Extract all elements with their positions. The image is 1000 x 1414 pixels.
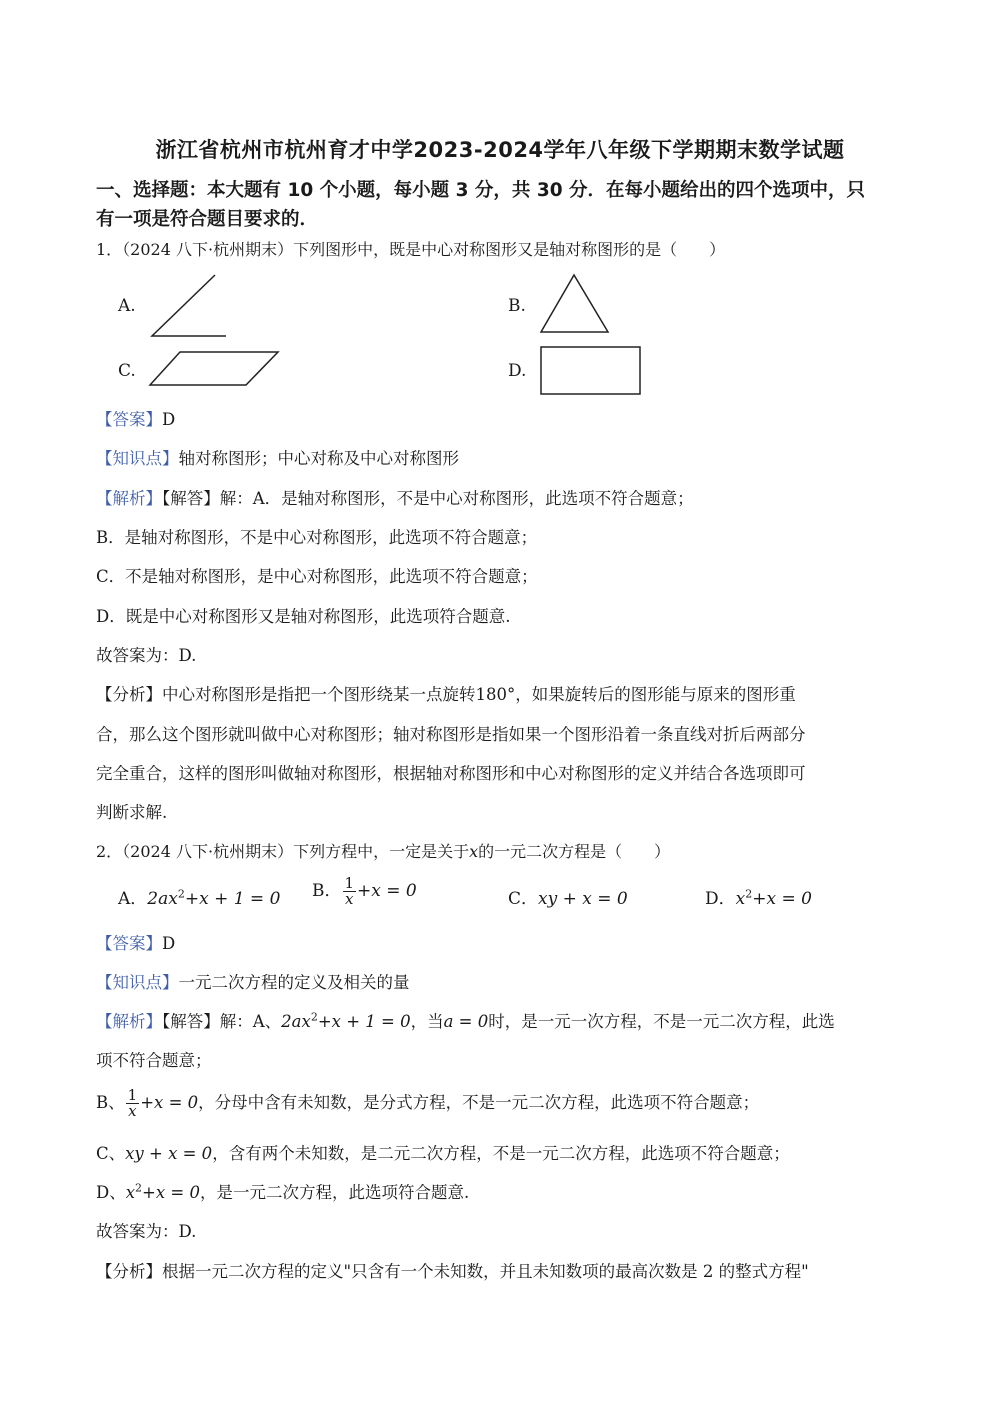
q2-option-b-fraction <box>343 876 357 907</box>
section-heading-line-1: 一、选择题：本大题有 10 个小题，每小题 3 分，共 30 分．在每小题给出的四个选项中，只 <box>96 180 866 201</box>
q2-analysis-d <box>96 1179 469 1203</box>
q2-analysis-c <box>96 1140 790 1164</box>
q1-fenxi-line-3: 完全重合，这样的图形叫做轴对称图形，根据轴对称图形和中心对称图形的定义并结合各选项即可 <box>96 764 806 783</box>
q2-analysis-c-expr: xy + x = 0 <box>125 1144 213 1163</box>
section-heading-line-2: 有一项是符合题目要求的． <box>96 209 319 230</box>
q2-analysis-d-tail: +x = 0 <box>142 1183 200 1202</box>
q2-option-b-tail: +x = 0 <box>357 881 417 901</box>
q1-option-d-label: D. <box>508 361 527 381</box>
q2-analysis-b-pre: B、 <box>96 1093 125 1112</box>
q2-analysis-a-cond: a = 0 <box>443 1012 489 1031</box>
q1-analysis-first <box>96 485 694 509</box>
q2-knowledge-tag: 【知识点】 <box>96 973 179 992</box>
q2-knowledge-text: 一元二次方程的定义及相关的量 <box>178 973 410 992</box>
q2-option-b-denominator: x <box>345 890 354 908</box>
q1-option-c-parallelogram-figure <box>148 350 282 388</box>
q2-analysis-a-tail: +x + 1 = 0 <box>317 1012 411 1031</box>
q2-option-a-expr: 2ax <box>147 889 178 909</box>
q1-analysis-d: D．既是中心对称图形又是轴对称图形，此选项符合题意. <box>96 607 511 626</box>
q2-option-a <box>118 884 280 909</box>
q2-analysis-c-post: ，含有两个未知数，是二元二次方程，不是一元二次方程，此选项不符合题意； <box>212 1144 790 1163</box>
q1-fenxi-line-4: 判断求解. <box>96 803 168 822</box>
q2-answer <box>96 930 175 954</box>
q2-option-b-label: B． <box>312 881 342 901</box>
q2-answer-value: D <box>162 934 176 953</box>
q1-option-b-triangle-figure <box>539 273 611 335</box>
q1-analysis-tag: 【解析】 <box>96 489 162 508</box>
q1-knowledge <box>96 445 459 469</box>
q2-analysis-b-denominator: x <box>128 1102 137 1120</box>
q2-analysis-b <box>96 1088 759 1119</box>
q1-fenxi-line-1: 【分析】中心对称图形是指把一个图形绕某一点旋转180°，如果旋转后的图形能与原来的图形重 <box>96 685 796 704</box>
q1-conclusion: 故答案为：D. <box>96 646 197 665</box>
q2-option-a-label: A． <box>118 889 148 909</box>
q2-option-d-label: D． <box>705 889 736 909</box>
q2-analysis-b-numerator: 1 <box>127 1086 138 1104</box>
q1-analysis-a: 【解答】解：A．是轴对称图形，不是中心对称图形，此选项不符合题意； <box>162 489 694 508</box>
q2-analysis-a <box>96 1008 835 1032</box>
q2-analysis-c-pre: C、 <box>96 1144 126 1163</box>
q1-fenxi-line-2: 合，那么这个图形就叫做中心对称图形；轴对称图形是指如果一个图形沿着一条直线对折后两部分 <box>96 725 806 744</box>
q2-option-b <box>312 876 417 907</box>
q2-stem-post: 的一元二次方程是（ ） <box>478 842 671 861</box>
q2-analysis-b-fraction <box>126 1088 140 1119</box>
q2-analysis-d-post: ，是一元二次方程，此选项符合题意. <box>200 1183 470 1202</box>
q1-option-a-angle-figure <box>150 273 230 339</box>
q1-answer-value: D <box>162 410 176 429</box>
q2-option-d-exp: 2 <box>745 887 753 901</box>
q1-knowledge-tag: 【知识点】 <box>96 449 179 468</box>
q2-option-b-numerator: 1 <box>344 874 355 892</box>
q2-option-d <box>705 884 812 909</box>
q1-knowledge-text: 轴对称图形；中心对称及中心对称图形 <box>178 449 459 468</box>
q2-analysis-d-expr: x <box>125 1183 136 1202</box>
question-1-stem: 1．（2024 八下·杭州期末）下列图形中，既是中心对称图形又是轴对称图形的是（ ） <box>96 240 726 259</box>
q2-option-c-expr: xy + x = 0 <box>538 889 628 909</box>
q1-option-c-label: C. <box>118 361 136 381</box>
question-2-stem <box>96 839 670 862</box>
q2-analysis-a-mid: ，当 <box>410 1012 444 1031</box>
q1-analysis-c: C．不是轴对称图形，是中心对称图形，此选项不符合题意； <box>96 567 538 586</box>
q1-option-b-label: B. <box>508 296 526 316</box>
q2-answer-tag: 【答案】 <box>96 934 162 953</box>
q2-option-a-exp: 2 <box>177 887 185 901</box>
q1-answer <box>96 406 175 430</box>
page-title: 浙江省杭州市杭州育才中学2023-2024学年八年级下学期期末数学试题 <box>155 138 845 162</box>
q2-analysis-d-exp: 2 <box>135 1181 143 1195</box>
q2-analysis-tag: 【解析】 <box>96 1012 162 1031</box>
q2-fenxi-line-1: 【分析】根据一元二次方程的定义"只含有一个未知数，并且未知数项的最高次数是 2 的整式方程" <box>96 1262 809 1281</box>
q2-option-c <box>508 884 628 909</box>
q2-analysis-a-exp: 2 <box>310 1010 318 1024</box>
q1-answer-tag: 【答案】 <box>96 410 162 429</box>
q2-option-a-tail: +x + 1 = 0 <box>184 889 281 909</box>
q2-option-c-label: C． <box>508 889 539 909</box>
q2-analysis-a-post: 时，是一元一次方程，不是一元二次方程，此选 <box>488 1012 835 1031</box>
q2-analysis-a-expr: 2ax <box>281 1012 311 1031</box>
q2-option-d-tail: +x = 0 <box>752 889 812 909</box>
q2-knowledge <box>96 969 410 993</box>
q2-conclusion: 故答案为：D. <box>96 1222 197 1241</box>
q2-option-d-expr: x <box>735 889 746 909</box>
q2-stem-pre: 2．（2024 八下·杭州期末）下列方程中，一定是关于 <box>96 842 470 861</box>
q2-analysis-a-pre: 【解答】解：A、 <box>162 1012 282 1031</box>
q1-analysis-b: B．是轴对称图形，不是中心对称图形，此选项不符合题意； <box>96 528 538 547</box>
q1-option-d-rectangle-figure <box>539 345 643 397</box>
q2-analysis-b-post: ，分母中含有未知数，是分式方程，不是一元二次方程，此选项不符合题意； <box>198 1093 760 1112</box>
q2-analysis-d-pre: D、 <box>96 1183 126 1202</box>
q2-analysis-a-line-2: 项不符合题意； <box>96 1051 212 1070</box>
q1-option-a-label: A. <box>118 296 136 316</box>
q2-analysis-b-tail: +x = 0 <box>140 1093 199 1112</box>
q2-stem-variable: x <box>469 842 479 861</box>
